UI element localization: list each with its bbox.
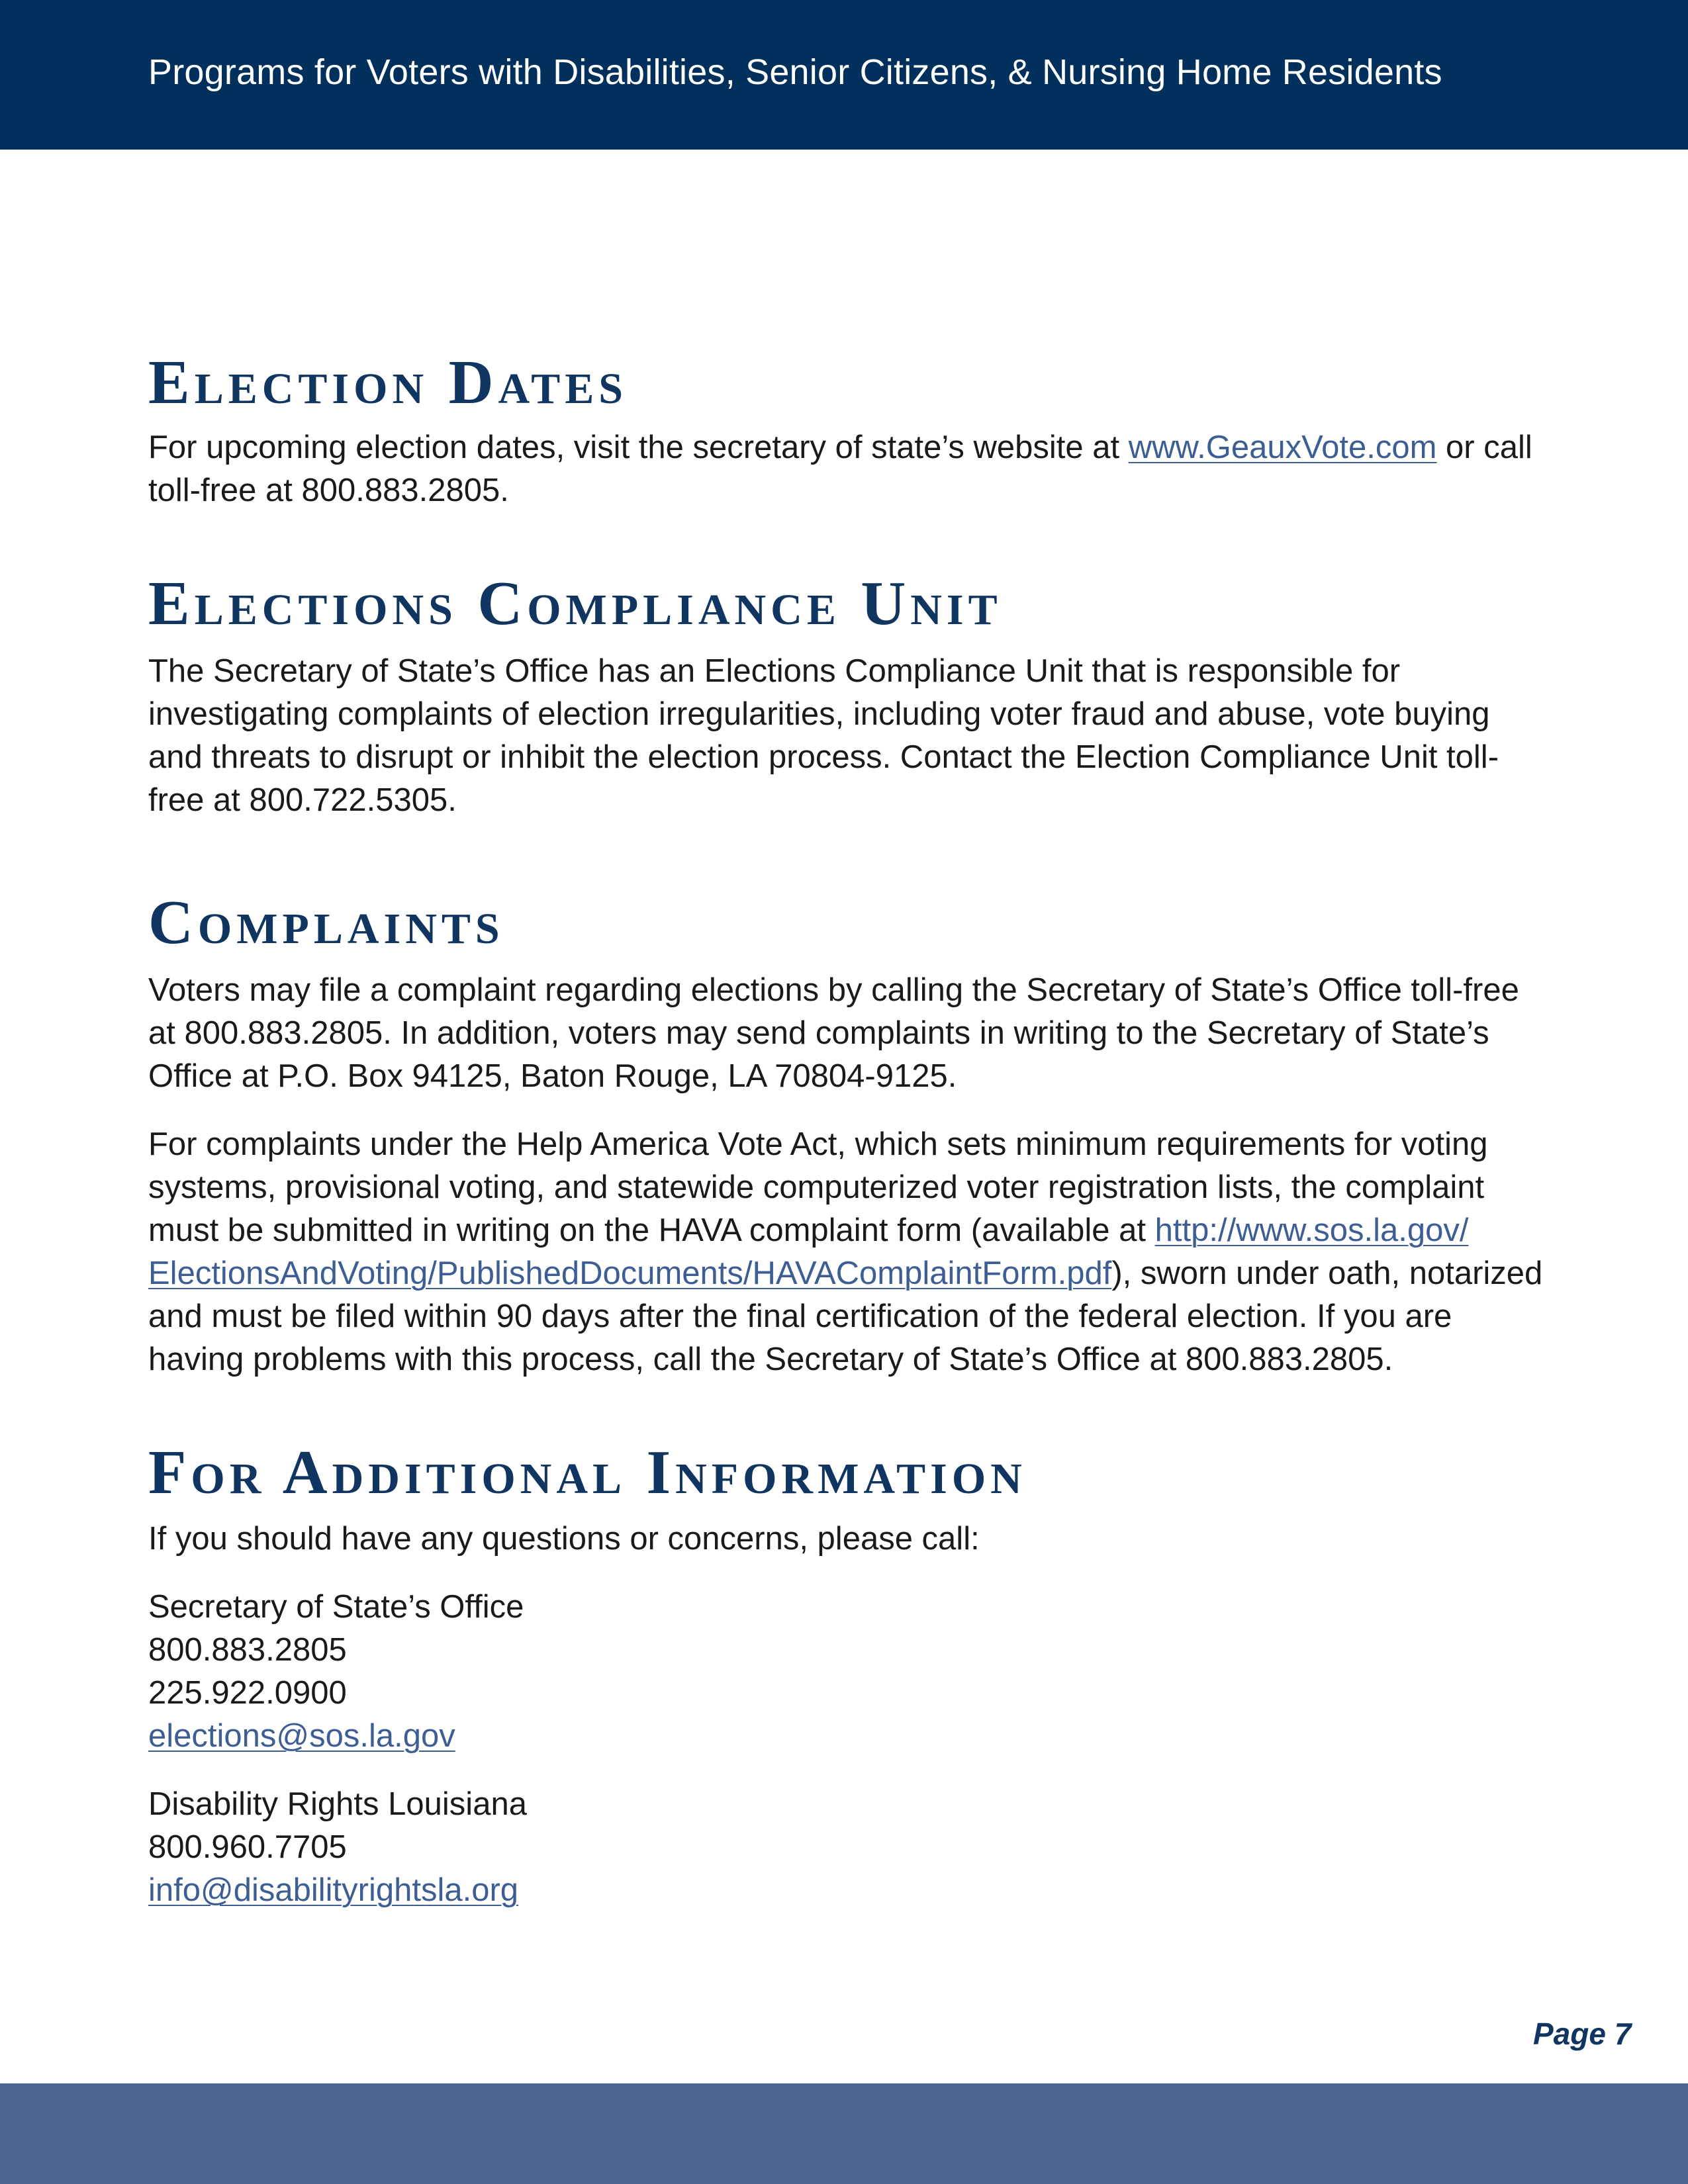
- page-content: [148, 344, 1552, 1912]
- page-number: Page 7: [1533, 2017, 1632, 2051]
- section-election-dates: [148, 344, 1552, 512]
- contact-block-secretary-of-state: [148, 1586, 1552, 1758]
- hava-link-part-1: http://www.sos.la.gov/: [1154, 1212, 1469, 1248]
- hava-link-part-2: ElectionsAndVoting/PublishedDocuments/HAVAComplaintForm.pdf: [148, 1255, 1112, 1291]
- contact-name: Secretary of State’s Office: [148, 1589, 524, 1625]
- compliance-unit-paragraph: The Secretary of State’s Office has an Elections Compliance Unit that is responsible for investigating complaints of election irregularities, including voter fraud and abuse, vote buying and threats to disrupt or inhibit the election process. Contact the Election Compliance Unit toll-free at 800.722.5305.: [148, 653, 1499, 818]
- election-dates-paragraph: [148, 426, 1552, 512]
- header-banner: [0, 0, 1688, 150]
- contact-phone: 800.883.2805: [148, 1632, 347, 1668]
- footer-band: [0, 2083, 1688, 2184]
- contact-phone: 225.922.0900: [148, 1675, 347, 1711]
- contact-name: Disability Rights Louisiana: [148, 1786, 527, 1822]
- complaints-text-before-link: For complaints under the Help America Vote Act, which sets minimum requirements for voting systems, provisional voting, and statewide computerized voter registration lists, the complaint must be submitted in writing on the HAVA complaint form (available at: [148, 1126, 1488, 1248]
- contact-email-link[interactable]: info@disabilityrightsla.org: [148, 1872, 519, 1908]
- contact-block-disability-rights: [148, 1783, 1552, 1912]
- section-additional-information: [148, 1434, 1552, 1912]
- additional-info-intro: If you should have any questions or concerns, please call:: [148, 1521, 980, 1557]
- section-heading-additional-information: For Additional Information: [148, 1438, 1027, 1507]
- section-complaints: [148, 884, 1552, 1381]
- complaints-paragraph-1: Voters may file a complaint regarding elections by calling the Secretary of State’s Office toll-free at 800.883.2805. In addition, voters may send complaints in writing to the Secretary of State’s Office at P.O. Box 94125, Baton Rouge, LA 70804-9125.: [148, 972, 1519, 1094]
- section-heading-election-dates: Election Dates: [148, 348, 628, 417]
- section-heading-compliance-unit: Elections Compliance Unit: [148, 569, 1002, 638]
- section-compliance-unit: [148, 565, 1552, 822]
- election-dates-text-after-link: or call toll-free at 800.883.2805.: [148, 430, 1532, 508]
- election-dates-text-before-link: For upcoming election dates, visit the secretary of state’s website at: [148, 430, 1129, 465]
- complaints-text-after-link: ), sworn under oath, notarized and must be filed within 90 days after the final certification of the federal election. If you are having problems with this process, call the Secretary of State’s Office at 800.883.2805.: [148, 1255, 1543, 1377]
- complaints-paragraph-2: [148, 1123, 1552, 1381]
- contact-phone: 800.960.7705: [148, 1829, 347, 1865]
- section-heading-complaints: Complaints: [148, 888, 504, 957]
- geauxvote-link[interactable]: www.GeauxVote.com: [1128, 430, 1437, 465]
- header-title: Programs for Voters with Disabilities, Senior Citizens, & Nursing Home Residents: [148, 52, 1442, 92]
- contact-email-link[interactable]: elections@sos.la.gov: [148, 1718, 455, 1754]
